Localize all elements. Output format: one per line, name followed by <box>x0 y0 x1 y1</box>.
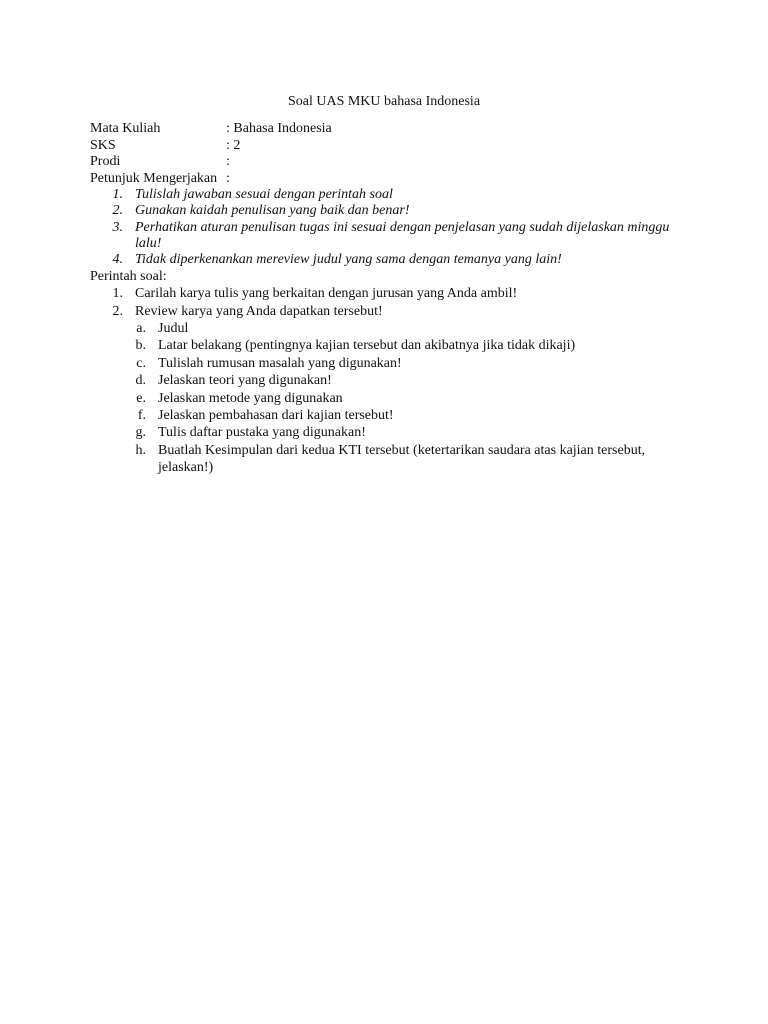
list-item <box>90 355 650 372</box>
list-letter: e. <box>136 390 146 406</box>
course-info-value: : 2 <box>226 137 241 153</box>
list-letter: c. <box>136 355 146 371</box>
list-text: Tulislah jawaban sesuai dengan perintah soal <box>135 187 393 202</box>
list-letter: h. <box>135 442 146 458</box>
list-number: 1. <box>112 187 123 202</box>
list-text: Jelaskan pembahasan dari kajian tersebut! <box>158 408 394 424</box>
course-info <box>90 121 690 187</box>
list-text: Buatlah Kesimpulan dari kedua KTI tersebut (ketertarikan saudara atas kajian tersebut, jelaskan!) <box>158 442 646 476</box>
list-item <box>90 187 680 203</box>
list-text: Tulis daftar pustaka yang digunakan! <box>158 425 366 441</box>
list-item <box>90 252 680 268</box>
list-text: Gunakan kaidah penulisan yang baik dan benar! <box>135 203 410 219</box>
list-letter: g. <box>135 425 146 441</box>
list-item <box>90 424 650 441</box>
list-text: Jelaskan teori yang digunakan! <box>158 373 332 389</box>
course-info-label: Prodi <box>90 154 121 169</box>
list-text: Tidak diperkenankan mereview judul yang sama dengan temanya yang lain! <box>135 252 562 268</box>
list-item <box>90 220 680 253</box>
list-item <box>90 337 650 354</box>
list-item <box>90 303 650 321</box>
course-info-value: : <box>226 170 230 186</box>
list-letter: b. <box>135 338 146 354</box>
list-letter: f. <box>137 408 146 424</box>
tasks-heading: Perintah soal: <box>90 269 167 284</box>
list-number: 2. <box>112 203 123 219</box>
list-text: Carilah karya tulis yang berkaitan dengan jurusan yang Anda ambil! <box>135 286 518 301</box>
instructions-list <box>90 187 680 268</box>
subtasks-list <box>90 320 650 477</box>
course-info-row <box>90 121 690 138</box>
list-item <box>90 407 650 424</box>
list-number: 3. <box>112 219 123 235</box>
list-text: Tulislah rumusan masalah yang digunakan! <box>158 355 402 371</box>
course-info-row <box>90 154 690 171</box>
list-item <box>90 372 650 389</box>
list-letter: a. <box>136 321 146 336</box>
list-number: 1. <box>112 286 123 301</box>
list-item <box>90 390 650 407</box>
list-text: Jelaskan metode yang digunakan <box>158 390 343 406</box>
list-item <box>90 203 680 219</box>
list-number: 2. <box>112 303 123 319</box>
list-text: Latar belakang (pentingnya kajian tersebut dan akibatnya jika tidak dikaji) <box>158 338 576 354</box>
list-item <box>90 285 650 303</box>
tasks-list <box>90 285 650 320</box>
list-number: 4. <box>112 252 123 268</box>
list-text: Perhatikan aturan penulisan tugas ini sesuai dengan penjelasan yang sudah dijelaskan minggu lalu! <box>135 219 670 251</box>
course-info-value: : <box>226 154 230 169</box>
course-info-label: SKS <box>90 137 116 153</box>
course-info-label: Mata Kuliah <box>90 121 161 136</box>
document-title: Soal UAS MKU bahasa Indonesia <box>287 94 481 109</box>
list-text: Review karya yang Anda dapatkan tersebut! <box>135 303 383 319</box>
course-info-row <box>90 138 690 155</box>
list-text: Judul <box>158 321 189 336</box>
course-info-label: Petunjuk Mengerjakan <box>90 170 218 186</box>
list-item <box>90 320 650 337</box>
list-item <box>90 442 650 477</box>
course-info-row <box>90 171 690 188</box>
course-info-value: : Bahasa Indonesia <box>226 121 332 136</box>
list-letter: d. <box>135 373 146 389</box>
